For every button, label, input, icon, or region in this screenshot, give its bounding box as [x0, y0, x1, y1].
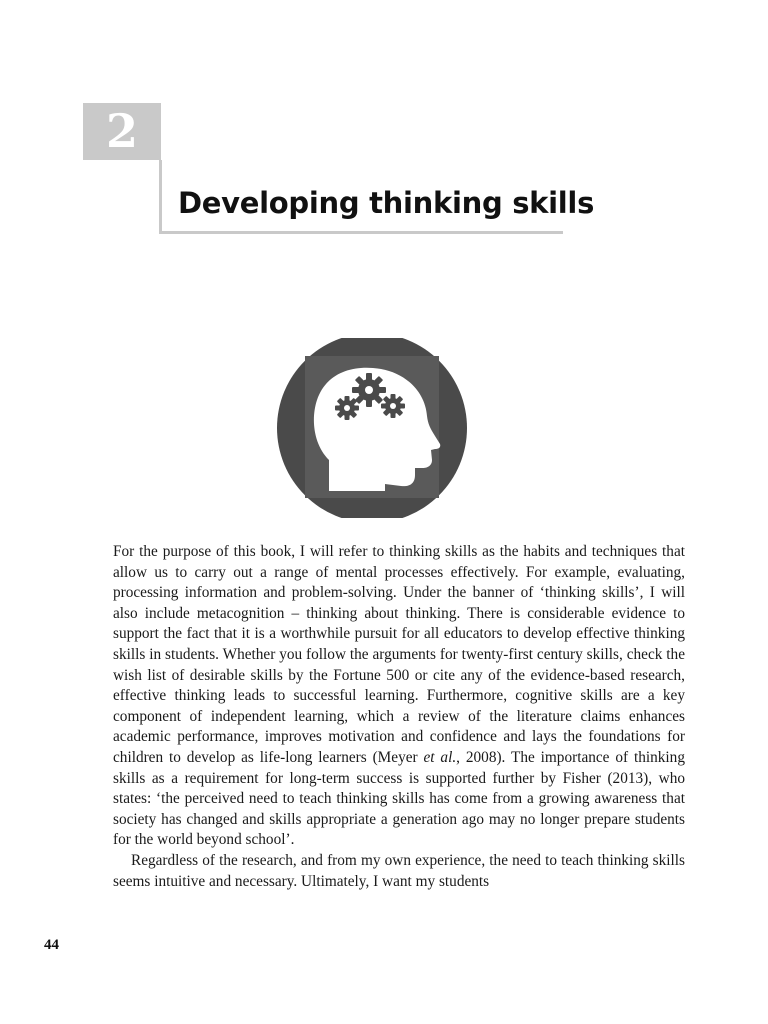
- chapter-divider-horizontal: [159, 231, 563, 234]
- chapter-number: 2: [105, 104, 138, 158]
- body-text: [113, 542, 685, 892]
- gear-right-icon: [381, 394, 405, 418]
- paragraph-text: , 2008). The importance of thinking skills as a requirement for long-term success is supported further by Fisher (2013), who states: ‘the perceived need to teach thinking skills has come from a growing awareness that society has changed and skills appropriate a generation ago may no longer prepare students for the world beyond school’.: [113, 748, 685, 849]
- chapter-title: Developing thinking skills: [178, 186, 595, 220]
- italic-citation: et al.: [423, 748, 457, 766]
- paragraph: [113, 542, 685, 851]
- chapter-divider-vertical: [159, 160, 162, 234]
- page-number: 44: [44, 937, 59, 953]
- head-with-gears-icon: [277, 338, 467, 518]
- gear-large-icon: [352, 373, 386, 407]
- chapter-number-box: [83, 103, 161, 160]
- paragraph-text: For the purpose of this book, I will refer to thinking skills as the habits and techniques that allow us to carry out a range of mental processes effectively. For example, evaluating, processing information and problem-solving. Under the banner of ‘thinking skills’, I will also include metacognition – thinking about thinking. There is considerable evidence to support the fact that it is a worthwhile pursuit for all educators to develop effective thinking skills in students. Whether you follow the arguments for twenty-first century skills, check the wish list of desirable skills by the Fortune 500 or cite any of the evidence-based research, effective thinking leads to successful learning. Furthermore, cognitive skills are a key component of independent learning, which a review of the literature claims enhances academic performance, improves motivation and confidence and lays the foundations for children to develop as life-long learners (Meyer: [113, 543, 685, 766]
- gear-left-icon: [335, 396, 359, 420]
- paragraph: Regardless of the research, and from my own experience, the need to teach thinking skills seems intuitive and necessary. Ultimately, I want my students: [113, 851, 685, 890]
